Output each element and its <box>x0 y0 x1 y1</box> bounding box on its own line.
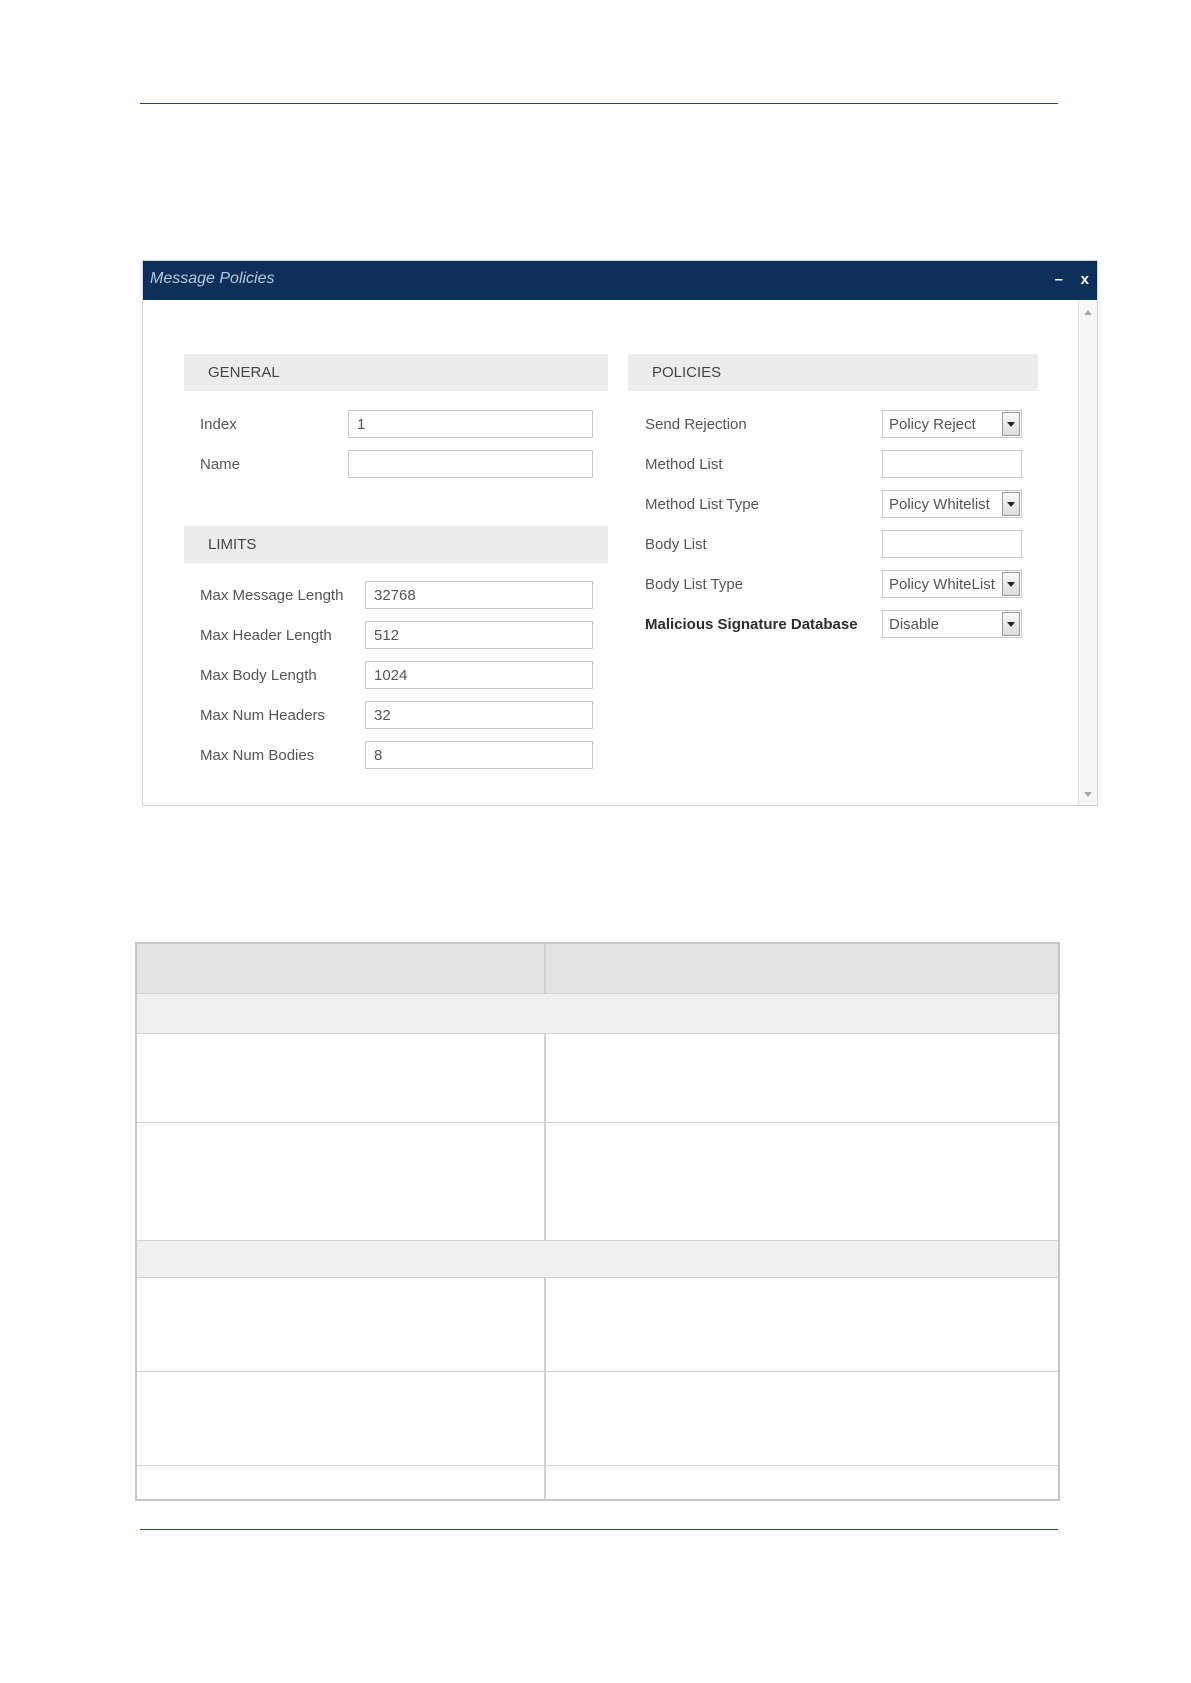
max-body-length-label: Max Body Length <box>200 667 317 684</box>
page-footer-rule <box>140 1529 1058 1530</box>
name-field[interactable] <box>348 450 593 478</box>
method-list-type-dropdown-button[interactable] <box>1002 492 1020 516</box>
table-cell <box>546 1278 1058 1371</box>
dialog-titlebar <box>143 261 1097 300</box>
chevron-down-icon <box>1007 582 1015 587</box>
malicious-signature-database-label: Malicious Signature Database <box>645 616 858 633</box>
table-section-row <box>137 1241 1058 1278</box>
table-cell <box>137 1278 546 1371</box>
max-num-bodies-label: Max Num Bodies <box>200 747 315 764</box>
table-cell <box>546 1034 1058 1122</box>
table-cell <box>546 1372 1058 1465</box>
table-section-row <box>137 994 1058 1034</box>
chevron-down-icon <box>1007 502 1015 507</box>
method-list-type-select[interactable] <box>882 490 1022 518</box>
general-section-header <box>184 354 608 391</box>
method-list-type-label: Method List Type <box>645 496 759 513</box>
dialog-title: Message Policies <box>150 270 275 287</box>
page-header-rule <box>140 103 1058 104</box>
table-row <box>137 1278 1058 1372</box>
max-num-bodies-field[interactable] <box>365 741 593 769</box>
table-cell <box>137 1372 546 1465</box>
send-rejection-label: Send Rejection <box>645 416 747 433</box>
table-cell <box>546 1466 1058 1499</box>
table-row <box>137 1466 1058 1499</box>
body-list-label: Body List <box>645 536 707 553</box>
table-header-row <box>137 944 1058 994</box>
table-cell <box>137 1466 546 1499</box>
malicious-signature-database-dropdown-button[interactable] <box>1002 612 1020 636</box>
malicious-signature-database-value: Disable <box>889 616 940 633</box>
table-cell <box>137 1123 546 1240</box>
malicious-signature-database-select[interactable] <box>882 610 1022 638</box>
max-message-length-field[interactable] <box>365 581 593 609</box>
name-label: Name <box>200 456 241 473</box>
scroll-up-icon[interactable] <box>1084 310 1092 315</box>
max-header-length-label: Max Header Length <box>200 627 332 644</box>
send-rejection-select[interactable] <box>882 410 1022 438</box>
general-heading: GENERAL <box>208 364 280 381</box>
table-header-cell <box>137 944 546 993</box>
table-header-cell <box>546 944 1058 993</box>
body-list-type-select[interactable] <box>882 570 1022 598</box>
send-rejection-value: Policy Reject <box>889 416 976 433</box>
table-row <box>137 1123 1058 1241</box>
max-num-headers-field[interactable] <box>365 701 593 729</box>
table-row <box>137 1372 1058 1466</box>
method-list-field[interactable] <box>882 450 1022 478</box>
method-list-type-value: Policy Whitelist <box>889 496 990 513</box>
body-list-type-label: Body List Type <box>645 576 744 593</box>
index-field[interactable] <box>348 410 593 438</box>
close-button[interactable]: x <box>1080 271 1089 288</box>
limits-section-header <box>184 526 608 563</box>
policies-section-header <box>628 354 1038 391</box>
parameter-table <box>135 942 1060 1501</box>
chevron-down-icon <box>1007 622 1015 627</box>
max-message-length-label: Max Message Length <box>200 587 344 604</box>
max-num-headers-label: Max Num Headers <box>200 707 326 724</box>
table-row <box>137 1034 1058 1123</box>
send-rejection-dropdown-button[interactable] <box>1002 412 1020 436</box>
body-list-type-value: Policy WhiteList <box>889 576 995 593</box>
limits-heading: LIMITS <box>208 536 257 553</box>
max-header-length-field[interactable] <box>365 621 593 649</box>
table-cell <box>546 1123 1058 1240</box>
policies-heading: POLICIES <box>652 364 722 381</box>
chevron-down-icon <box>1007 422 1015 427</box>
method-list-label: Method List <box>645 456 723 473</box>
body-list-type-dropdown-button[interactable] <box>1002 572 1020 596</box>
index-label: Index <box>200 416 237 433</box>
scroll-down-icon[interactable] <box>1084 792 1092 797</box>
minimize-button[interactable]: – <box>1054 271 1063 288</box>
message-policies-dialog <box>142 260 1098 806</box>
body-list-field[interactable] <box>882 530 1022 558</box>
max-body-length-field[interactable] <box>365 661 593 689</box>
table-cell <box>137 1034 546 1122</box>
vertical-scrollbar[interactable] <box>1078 300 1097 805</box>
